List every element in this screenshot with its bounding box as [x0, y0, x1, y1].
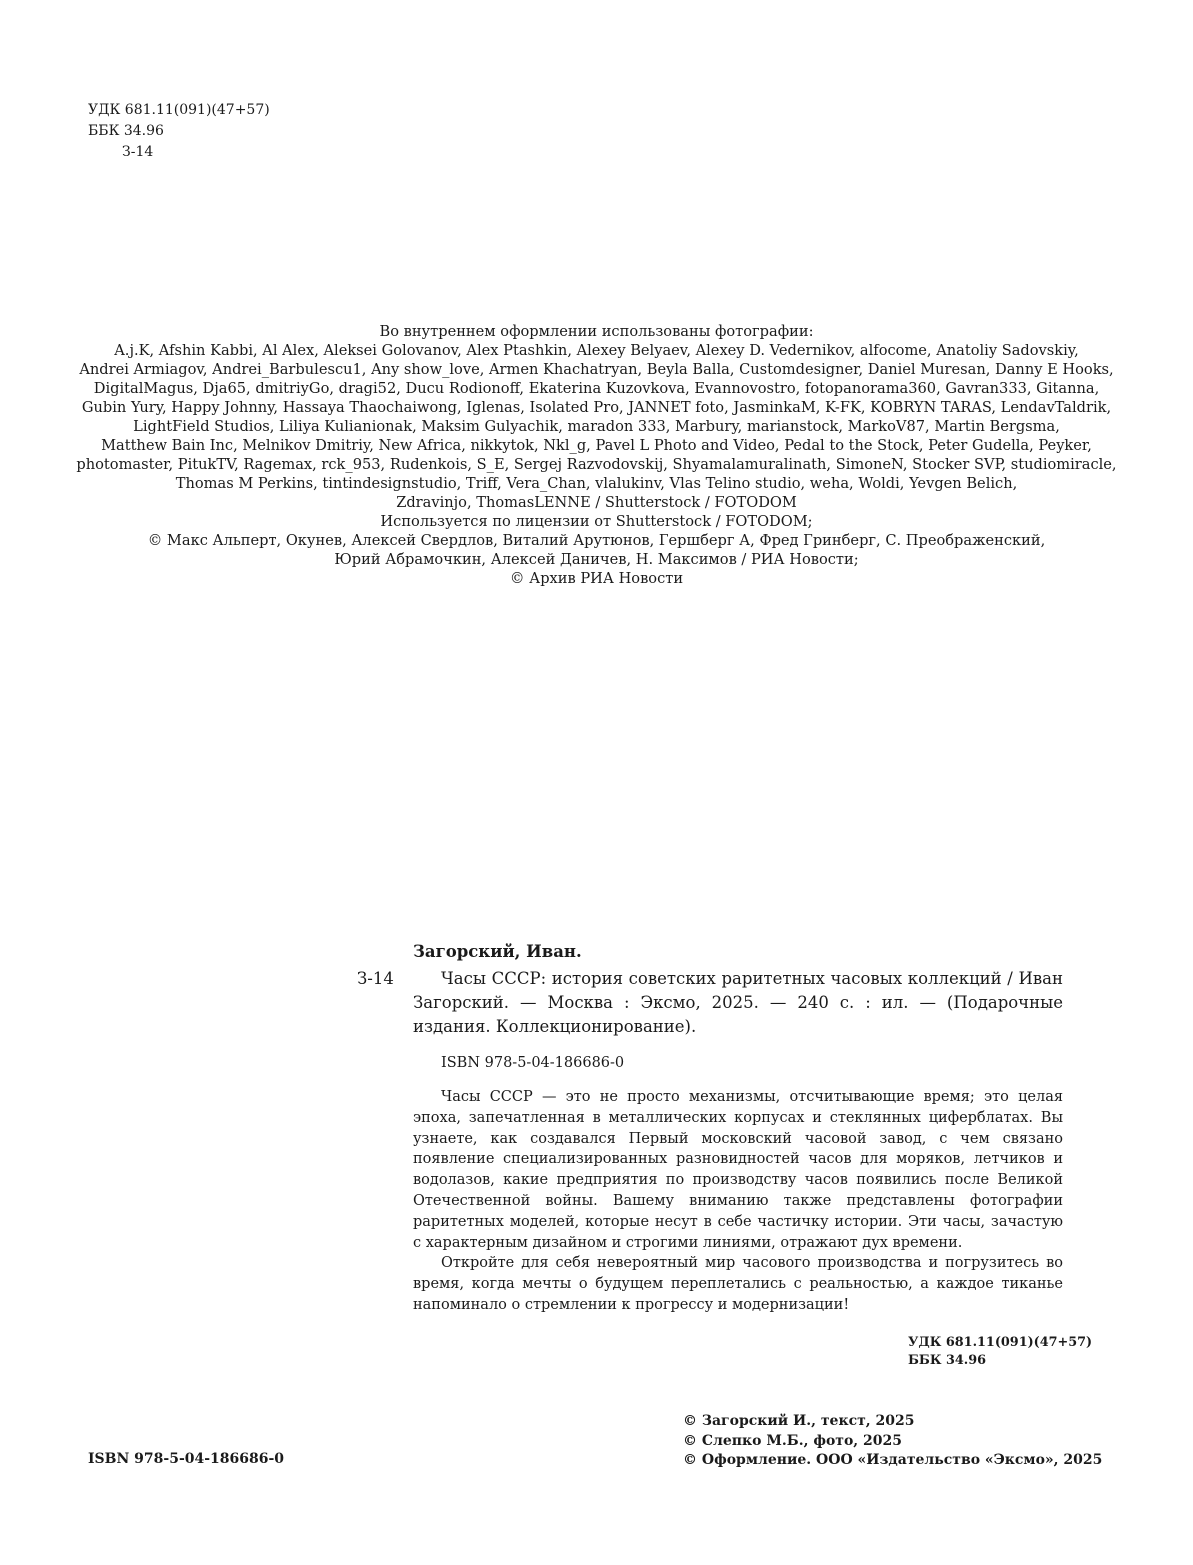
- copyright-line: © Оформление. ООО «Издательство «Эксмо», 2025: [683, 1452, 1103, 1468]
- annotation: [413, 1087, 1063, 1316]
- credits-line: Zdravinjo, ThomasLENNE / Shutterstock / FOTODOM: [396, 494, 797, 511]
- annotation-paragraph: Откройте для себя невероятный мир часового производства и погрузитесь во время, когда мечты о будущем переплетались с реальностью, а каждое тиканье напоминало о стремлении к прогрессу и модернизации!: [413, 1255, 1063, 1313]
- credits-line: A.j.K, Afshin Kabbi, Al Alex, Aleksei Golovanov, Alex Ptashkin, Alexey Belyaev, Alexey D. Vedernikov, alfocome, Anatoliy Sadovskiy,: [114, 342, 1079, 359]
- credits-line: © Макс Альперт, Окунев, Алексей Свердлов, Виталий Арутюнов, Гершберг А, Фред Гринберг, С. Преображенский,: [147, 532, 1046, 549]
- credits-line: photomaster, PitukTV, Ragemax, rck_953, Rudenkois, S_E, Sergej Razvodovskij, Shyamalamuralinath, SimoneN, Stocker SVP, studiomiracle,: [76, 456, 1117, 473]
- catalog-author: Загорский, Иван.: [413, 942, 582, 961]
- credits-line: © Архив РИА Новости: [509, 570, 684, 587]
- credits-line: LightField Studios, Liliya Kulianionak, Maksim Gulyachik, maradon 333, Marbury, marianstock, MarkoV87, Martin Bergsma,: [133, 418, 1060, 435]
- catalog-classification-codes: [908, 1334, 1092, 1370]
- credits-line: Используется по лицензии от Shutterstock / FOTODOM;: [380, 513, 813, 530]
- credits-line: Thomas M Perkins, tintindesignstudio, Triff, Vera_Chan, vlalukinv, Vlas Telino studio, weha, Woldi, Yevgen Belich,: [175, 475, 1018, 492]
- top-bbk: ББК 34.96: [88, 123, 164, 139]
- credits-line: Во внутреннем оформлении использованы фотографии:: [379, 323, 814, 340]
- catalog-author-sign: З-14: [357, 969, 394, 988]
- annotation-paragraph: Часы СССР — это не просто механизмы, отсчитывающие время; это целая эпоха, запечатленная в металлических корпусах и стеклянных циферблатах. Вы узнаете, как создавался Первый московский часовой завод, с чем связано появление специализированных разновидностей часов для моряков, летчиков и водолазов, какие предприятия по производству часов появились после Великой Отечественной войны. Вашему вниманию также представлены фотографии раритетных моделей, которые несут в себе частичку истории. Эти часы, зачастую с характерным дизайном и строгими линиями, отражают дух времени.: [413, 1089, 1063, 1251]
- catalog-description: Часы СССР: история советских раритетных часовых коллекций / Иван Загорский. — Москва : Эксмо, 2025. — 240 с. : ил. — (Подарочные издания. Коллекционирование).: [413, 969, 1063, 1036]
- top-classification-codes: [88, 100, 270, 163]
- credits-line: Gubin Yury, Happy Johnny, Hassaya Thaochaiwong, Iglenas, Isolated Pro, JANNET foto, JasminkaM, K-FK, KOBRYN TARAS, LendavTaldrik,: [81, 399, 1112, 416]
- catalog-bbk: ББК 34.96: [908, 1353, 987, 1368]
- copyright-line: © Загорский И., текст, 2025: [683, 1413, 915, 1429]
- top-author-sign: З-14: [122, 144, 154, 160]
- bottom-isbn: ISBN 978-5-04-186686-0: [88, 1451, 285, 1467]
- catalog-udk: УДК 681.11(091)(47+57): [908, 1335, 1093, 1350]
- photo-credits: [60, 322, 1133, 588]
- top-udk: УДК 681.11(091)(47+57): [88, 102, 270, 118]
- catalog-isbn: ISBN 978-5-04-186686-0: [441, 1055, 625, 1071]
- copyright-line: © Слепко М.Б., фото, 2025: [683, 1432, 903, 1449]
- copyright-block: [683, 1412, 1102, 1471]
- credits-line: DigitalMagus, Dja65, dmitriyGo, dragi52, Ducu Rodionoff, Ekaterina Kuzovkova, Evannovostro, fotopanorama360, Gavran333, Gitanna,: [93, 380, 1100, 397]
- credits-line: Matthew Bain Inc, Melnikov Dmitriy, New Africa, nikkytok, Nkl_g, Pavel L Photo and Video, Pedal to the Stock, Peter Gudella, Peyker,: [101, 437, 1092, 454]
- credits-line: Юрий Абрамочкин, Алексей Даничев, Н. Максимов / РИА Новости;: [334, 551, 859, 568]
- credits-line: Andrei Armiagov, Andrei_Barbulescu1, Any show_love, Armen Khachatryan, Beyla Balla, Customdesigner, Daniel Muresan, Danny E Hooks,: [79, 361, 1114, 378]
